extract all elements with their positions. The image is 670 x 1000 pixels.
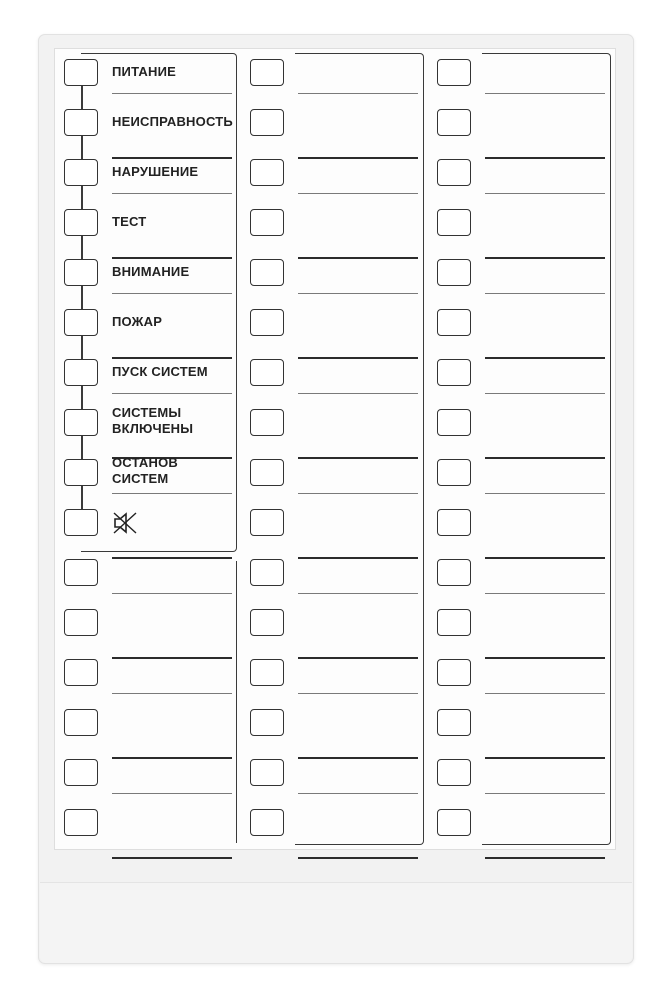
indicator-label-line1: СИСТЕМЫ: [112, 405, 182, 420]
indicator-led: [250, 259, 284, 286]
indicator-led: [64, 759, 98, 786]
label-divider-line: [298, 93, 418, 94]
indicator-led: [250, 159, 284, 186]
label-divider-line: [112, 857, 232, 859]
indicator-led: [437, 359, 471, 386]
label-panel: [54, 48, 616, 850]
label-divider-line: [112, 493, 232, 494]
label-divider-line: [485, 793, 605, 794]
indicator-led: [437, 309, 471, 336]
label-divider-line: [485, 93, 605, 94]
indicator-led: [437, 659, 471, 686]
label-divider-line: [298, 257, 418, 259]
indicator-led: [437, 509, 471, 536]
led-connector: [81, 136, 83, 159]
column-frame-left-lower: [236, 561, 237, 843]
indicator-led: [250, 759, 284, 786]
indicator-label: НЕИСПРАВНОСТЬ: [112, 114, 233, 129]
indicator-led: [250, 409, 284, 436]
indicator-led: [64, 109, 98, 136]
indicator-led: [64, 609, 98, 636]
indicator-label: ПУСК СИСТЕМ: [112, 364, 208, 379]
device-base: [40, 882, 632, 963]
label-divider-line: [485, 193, 605, 194]
indicator-led: [437, 759, 471, 786]
indicator-led: [437, 809, 471, 836]
label-divider-line: [112, 657, 232, 659]
indicator-led: [64, 809, 98, 836]
indicator-led: [64, 559, 98, 586]
indicator-led: [250, 559, 284, 586]
label-divider-line: [112, 93, 232, 94]
indicator-led: [64, 359, 98, 386]
indicator-led: [64, 159, 98, 186]
indicator-led: [437, 159, 471, 186]
label-divider-line: [485, 293, 605, 294]
led-connector: [81, 486, 83, 509]
indicator-led: [64, 709, 98, 736]
indicator-led: [250, 109, 284, 136]
indicator-label-line2: ВКЛЮЧЕНЫ: [112, 421, 194, 436]
led-connector: [81, 236, 83, 259]
indicator-panel-device: [38, 34, 634, 964]
indicator-led: [64, 409, 98, 436]
indicator-led: [437, 609, 471, 636]
indicator-led: [250, 509, 284, 536]
indicator-led: [64, 659, 98, 686]
label-divider-line: [485, 557, 605, 559]
label-divider-line: [485, 393, 605, 394]
indicator-led: [250, 459, 284, 486]
label-divider-line: [485, 757, 605, 759]
indicator-led: [437, 259, 471, 286]
label-divider-line: [485, 357, 605, 359]
indicator-led: [437, 459, 471, 486]
indicator-label: ТЕСТ: [112, 214, 147, 229]
indicator-label: НАРУШЕНИЕ: [112, 164, 199, 179]
indicator-label-line1: ОСТАНОВ: [112, 455, 178, 470]
label-divider-line: [298, 557, 418, 559]
label-divider-line: [112, 393, 232, 394]
indicator-led: [250, 709, 284, 736]
label-divider-line: [485, 257, 605, 259]
led-connector: [81, 436, 83, 459]
label-divider-line: [485, 593, 605, 594]
label-divider-line: [298, 193, 418, 194]
label-divider-line: [485, 857, 605, 859]
indicator-led: [250, 609, 284, 636]
indicator-led: [250, 309, 284, 336]
label-divider-line: [298, 757, 418, 759]
label-divider-line: [112, 557, 232, 559]
label-divider-line: [298, 593, 418, 594]
label-divider-line: [112, 193, 232, 194]
indicator-label: ПИТАНИЕ: [112, 64, 177, 79]
indicator-led: [437, 109, 471, 136]
indicator-led: [64, 309, 98, 336]
indicator-led: [437, 709, 471, 736]
indicator-led: [437, 59, 471, 86]
label-divider-line: [112, 357, 232, 359]
label-divider-line: [112, 157, 232, 159]
label-divider-line: [485, 457, 605, 459]
indicator-led: [250, 659, 284, 686]
label-divider-line: [112, 757, 232, 759]
label-divider-line: [112, 293, 232, 294]
led-connector: [81, 336, 83, 359]
led-connector: [81, 386, 83, 409]
indicator-label: ВНИМАНИЕ: [112, 264, 190, 279]
label-divider-line: [485, 693, 605, 694]
indicator-led: [250, 359, 284, 386]
indicator-led: [437, 559, 471, 586]
indicator-led: [437, 209, 471, 236]
label-divider-line: [298, 293, 418, 294]
indicator-led: [250, 59, 284, 86]
indicator-led: [64, 209, 98, 236]
label-divider-line: [298, 657, 418, 659]
label-divider-line: [298, 457, 418, 459]
column-frame-right: [482, 53, 611, 845]
label-divider-line: [485, 657, 605, 659]
indicator-led: [64, 459, 98, 486]
label-divider-line: [298, 393, 418, 394]
label-divider-line: [112, 593, 232, 594]
indicator-led: [64, 509, 98, 536]
indicator-led: [64, 259, 98, 286]
label-divider-line: [298, 357, 418, 359]
label-divider-line: [112, 257, 232, 259]
indicator-led: [64, 59, 98, 86]
led-connector: [81, 86, 83, 109]
label-divider-line: [298, 493, 418, 494]
label-divider-line: [298, 157, 418, 159]
column-frame-middle: [295, 53, 424, 845]
label-divider-line: [298, 857, 418, 859]
label-divider-line: [298, 793, 418, 794]
label-divider-line: [112, 693, 232, 694]
label-divider-line: [485, 157, 605, 159]
led-connector: [81, 286, 83, 309]
indicator-led: [250, 809, 284, 836]
led-connector: [81, 186, 83, 209]
indicator-label: ПОЖАР: [112, 314, 163, 329]
label-divider-line: [298, 693, 418, 694]
indicator-led: [437, 409, 471, 436]
label-divider-line: [485, 493, 605, 494]
indicator-label-line2: СИСТЕМ: [112, 471, 169, 486]
speaker-muted-icon: [112, 511, 138, 535]
label-divider-line: [112, 793, 232, 794]
indicator-led: [250, 209, 284, 236]
